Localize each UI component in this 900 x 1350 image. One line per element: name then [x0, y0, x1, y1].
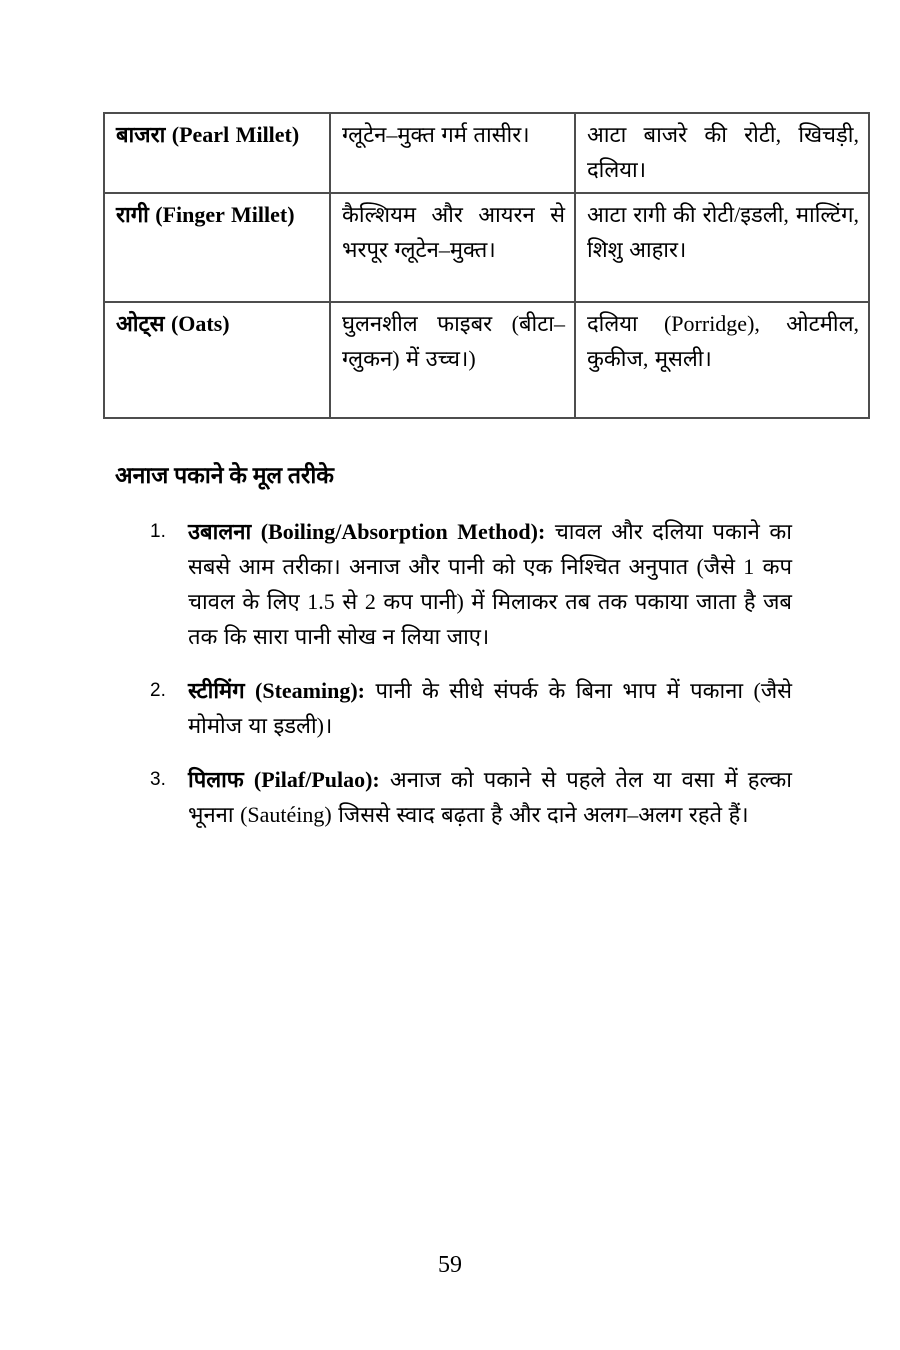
millet-info-table [103, 112, 870, 419]
list-item-lead: पिलाफ (Pilaf/Pulao): [188, 767, 380, 792]
grain-property-cell: कैल्शियम और आयरन से भरपूर ग्लूटेन–मुक्त। [330, 193, 575, 302]
list-item-body [188, 762, 792, 832]
table-row [104, 302, 869, 418]
grain-uses-cell: दलिया (Porridge), ओटमील, कुकीज, मूसली। [575, 302, 869, 418]
grain-uses-cell: आटा रागी की रोटी/इडली, माल्टिंग, शिशु आहार। [575, 193, 869, 302]
page-number: 59 [438, 1252, 462, 1278]
grain-name-cell: ओट्स (Oats) [104, 302, 330, 418]
list-item [150, 762, 792, 832]
list-item-body [188, 514, 792, 654]
list-item-number: 3. [150, 769, 166, 790]
grain-uses-cell: आटा बाजरे की रोटी, खिचड़ी, दलिया। [575, 113, 869, 193]
table-row [104, 113, 869, 193]
table-row [104, 193, 869, 302]
list-item-text: चावल और दलिया पकाने का सबसे आम तरीका। अनाज और पानी को एक निश्चित अनुपात (जैसे 1 कप चावल के लिए 1.5 से 2 कप पानी) में मिलाकर तब तक पकाया जाता है जब तक कि सारा पानी सोख न लिया जाए। [188, 519, 793, 649]
list-item [150, 514, 792, 654]
grain-name-cell: रागी (Finger Millet) [104, 193, 330, 302]
cooking-methods-list [150, 514, 792, 851]
grain-name-cell: बाजरा (Pearl Millet) [104, 113, 330, 193]
list-item-number: 1. [150, 521, 166, 542]
section-heading: अनाज पकाने के मूल तरीके [115, 463, 334, 488]
grain-property-cell: घुलनशील फाइबर (बीटा–ग्लुकन) में उच्च।) [330, 302, 575, 418]
list-item-number: 2. [150, 680, 166, 701]
list-item-text: पानी के सीधे संपर्क के बिना भाप में पकाना (जैसे मोमोज या इडली)। [188, 678, 793, 738]
list-item-lead: उबालना (Boiling/Absorption Method): [188, 519, 546, 544]
grain-property-cell: ग्लूटेन–मुक्त गर्म तासीर। [330, 113, 575, 193]
list-item-lead: स्टीमिंग (Steaming): [188, 678, 365, 703]
list-item [150, 673, 792, 743]
list-item-text: अनाज को पकाने से पहले तेल या वसा में हल्का भूनना (Sautéing) जिससे स्वाद बढ़ता है और दाने अलग–अलग रहते हैं। [188, 767, 792, 827]
list-item-body [188, 673, 792, 743]
